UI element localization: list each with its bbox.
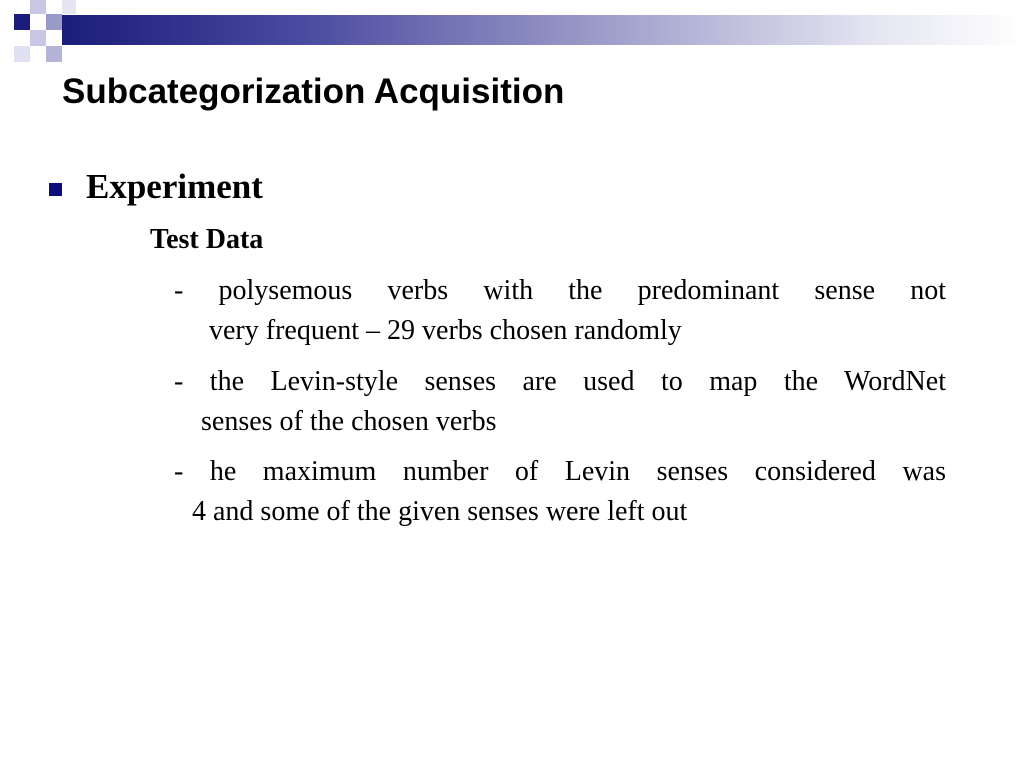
list-item <box>174 452 946 532</box>
subheading: Test Data <box>150 224 264 255</box>
decor-square-3 <box>46 14 62 30</box>
decor-square-6 <box>46 46 62 62</box>
list-item-line: - polysemous verbs with the predominant sense not <box>174 275 946 306</box>
decor-square-1 <box>14 14 30 30</box>
decor-square-4 <box>30 30 46 46</box>
list-item-line: very frequent – 29 verbs chosen randomly <box>209 315 682 346</box>
decor-square-7 <box>62 0 76 14</box>
decor-square-2 <box>30 0 46 14</box>
square-bullet-icon <box>49 183 62 196</box>
slide-title: Subcategorization Acquisition <box>62 72 565 111</box>
header-gradient-bar <box>62 15 1024 45</box>
decor-square-5 <box>14 46 30 62</box>
list-item <box>174 271 946 351</box>
list-item-line: senses of the chosen verbs <box>201 406 497 437</box>
list-item-line: - the Levin-style senses are used to map the WordNet <box>174 366 946 397</box>
list-item-line: 4 and some of the given senses were left out <box>192 496 688 527</box>
list-item <box>174 362 946 442</box>
bullet-heading: Experiment <box>86 167 263 206</box>
list-item-line: - he maximum number of Levin senses considered was <box>174 456 946 487</box>
